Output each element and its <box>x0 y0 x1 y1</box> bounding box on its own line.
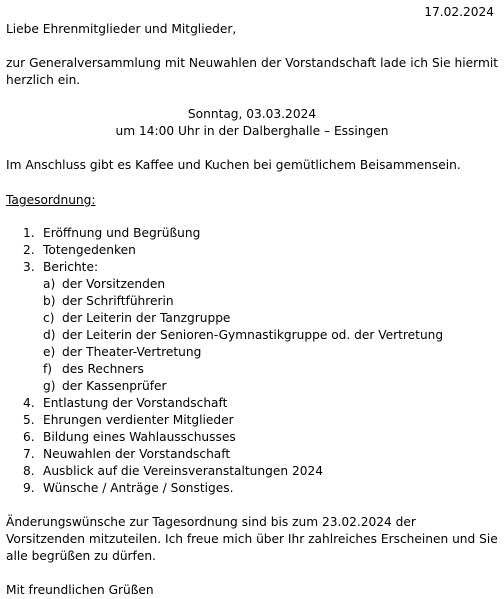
agenda-item <box>0 242 504 259</box>
agenda-subitem-text: des Rechners <box>62 362 144 376</box>
agenda-item-number: 3. <box>23 260 35 274</box>
changes-note: Änderungswünsche zur Tagesordnung sind bis zum 23.02.2024 der Vorsitzenden mitzuteilen. Ich freue mich über Ihr zahlreiches Erscheinen und Sie alle begrüßen zu dürfen. <box>6 515 498 563</box>
agenda-subitem <box>0 310 504 327</box>
greeting: Liebe Ehrenmitglieder und Mitglieder, <box>6 22 237 36</box>
agenda-heading: Tagesordnung: <box>6 193 96 207</box>
agenda-subitem-text: der Vorsitzenden <box>62 277 166 291</box>
agenda-item <box>0 412 504 429</box>
agenda-item-text: Berichte: <box>43 260 99 274</box>
event-date: Sonntag, 03.03.2024 <box>187 107 317 121</box>
agenda-item-number: 4. <box>23 396 35 410</box>
agenda-subitem-letter: a) <box>43 277 56 291</box>
event-details <box>0 106 504 140</box>
agenda-item-number: 5. <box>23 413 35 427</box>
agenda-item <box>0 429 504 446</box>
agenda-subitem-letter: c) <box>43 311 55 325</box>
letter-date: 17.02.2024 <box>424 5 494 19</box>
agenda-item-text: Totengedenken <box>43 243 136 257</box>
agenda-item-text: Neuwahlen der Vorstandschaft <box>43 447 231 461</box>
agenda-subitem-letter: d) <box>43 328 56 342</box>
agenda-item-number: 9. <box>23 481 35 495</box>
agenda-item-text: Eröffnung und Begrüßung <box>43 226 201 240</box>
agenda-subitem-letter: e) <box>43 345 56 359</box>
agenda-item <box>0 225 504 242</box>
afterwards-note: Im Anschluss gibt es Kaffee und Kuchen bei gemütlichem Beisammensein. <box>6 158 461 172</box>
agenda-item-text: Ausblick auf die Vereinsveranstaltungen 2024 <box>43 464 323 478</box>
agenda-item-number: 1. <box>23 226 35 240</box>
agenda-subitem <box>0 327 504 344</box>
agenda-subitem-text: der Leiterin der Tanzgruppe <box>62 311 231 325</box>
agenda-subitem-text: der Schriftführerin <box>62 294 174 308</box>
agenda-subitem <box>0 361 504 378</box>
agenda-item <box>0 259 504 276</box>
agenda-subitem-text: der Kassenprüfer <box>62 379 167 393</box>
invitation-text: zur Generalversammlung mit Neuwahlen der Vorstandschaft lade ich Sie hiermit herzlich ein. <box>6 56 498 87</box>
agenda-list <box>0 225 504 497</box>
agenda-item <box>0 446 504 463</box>
closing-salutation: Mit freundlichen Grüßen <box>6 583 154 597</box>
agenda-subitem-letter: f) <box>43 362 53 376</box>
agenda-subitem <box>0 378 504 395</box>
agenda-item <box>0 395 504 412</box>
agenda-item-text: Wünsche / Anträge / Sonstiges. <box>43 481 234 495</box>
agenda-item-text: Entlastung der Vorstandschaft <box>43 396 228 410</box>
agenda-subitem-text: der Theater-Vertretung <box>62 345 202 359</box>
agenda-subitem-letter: g) <box>43 379 56 393</box>
agenda-item-number: 6. <box>23 430 35 444</box>
agenda-subitem <box>0 344 504 361</box>
agenda-item-text: Bildung eines Wahlausschusses <box>43 430 236 444</box>
agenda-item-number: 2. <box>23 243 35 257</box>
agenda-item <box>0 463 504 480</box>
agenda-item <box>0 480 504 497</box>
agenda-item-number: 7. <box>23 447 35 461</box>
agenda-subitem <box>0 276 504 293</box>
event-time-place: um 14:00 Uhr in der Dalberghalle – Essingen <box>115 124 389 138</box>
agenda-subitem-text: der Leiterin der Senioren-Gymnastikgruppe od. der Vertretung <box>62 328 444 342</box>
agenda-item-text: Ehrungen verdienter Mitglieder <box>43 413 234 427</box>
agenda-subitem <box>0 293 504 310</box>
agenda-subitem-letter: b) <box>43 294 56 308</box>
agenda-item-number: 8. <box>23 464 35 478</box>
